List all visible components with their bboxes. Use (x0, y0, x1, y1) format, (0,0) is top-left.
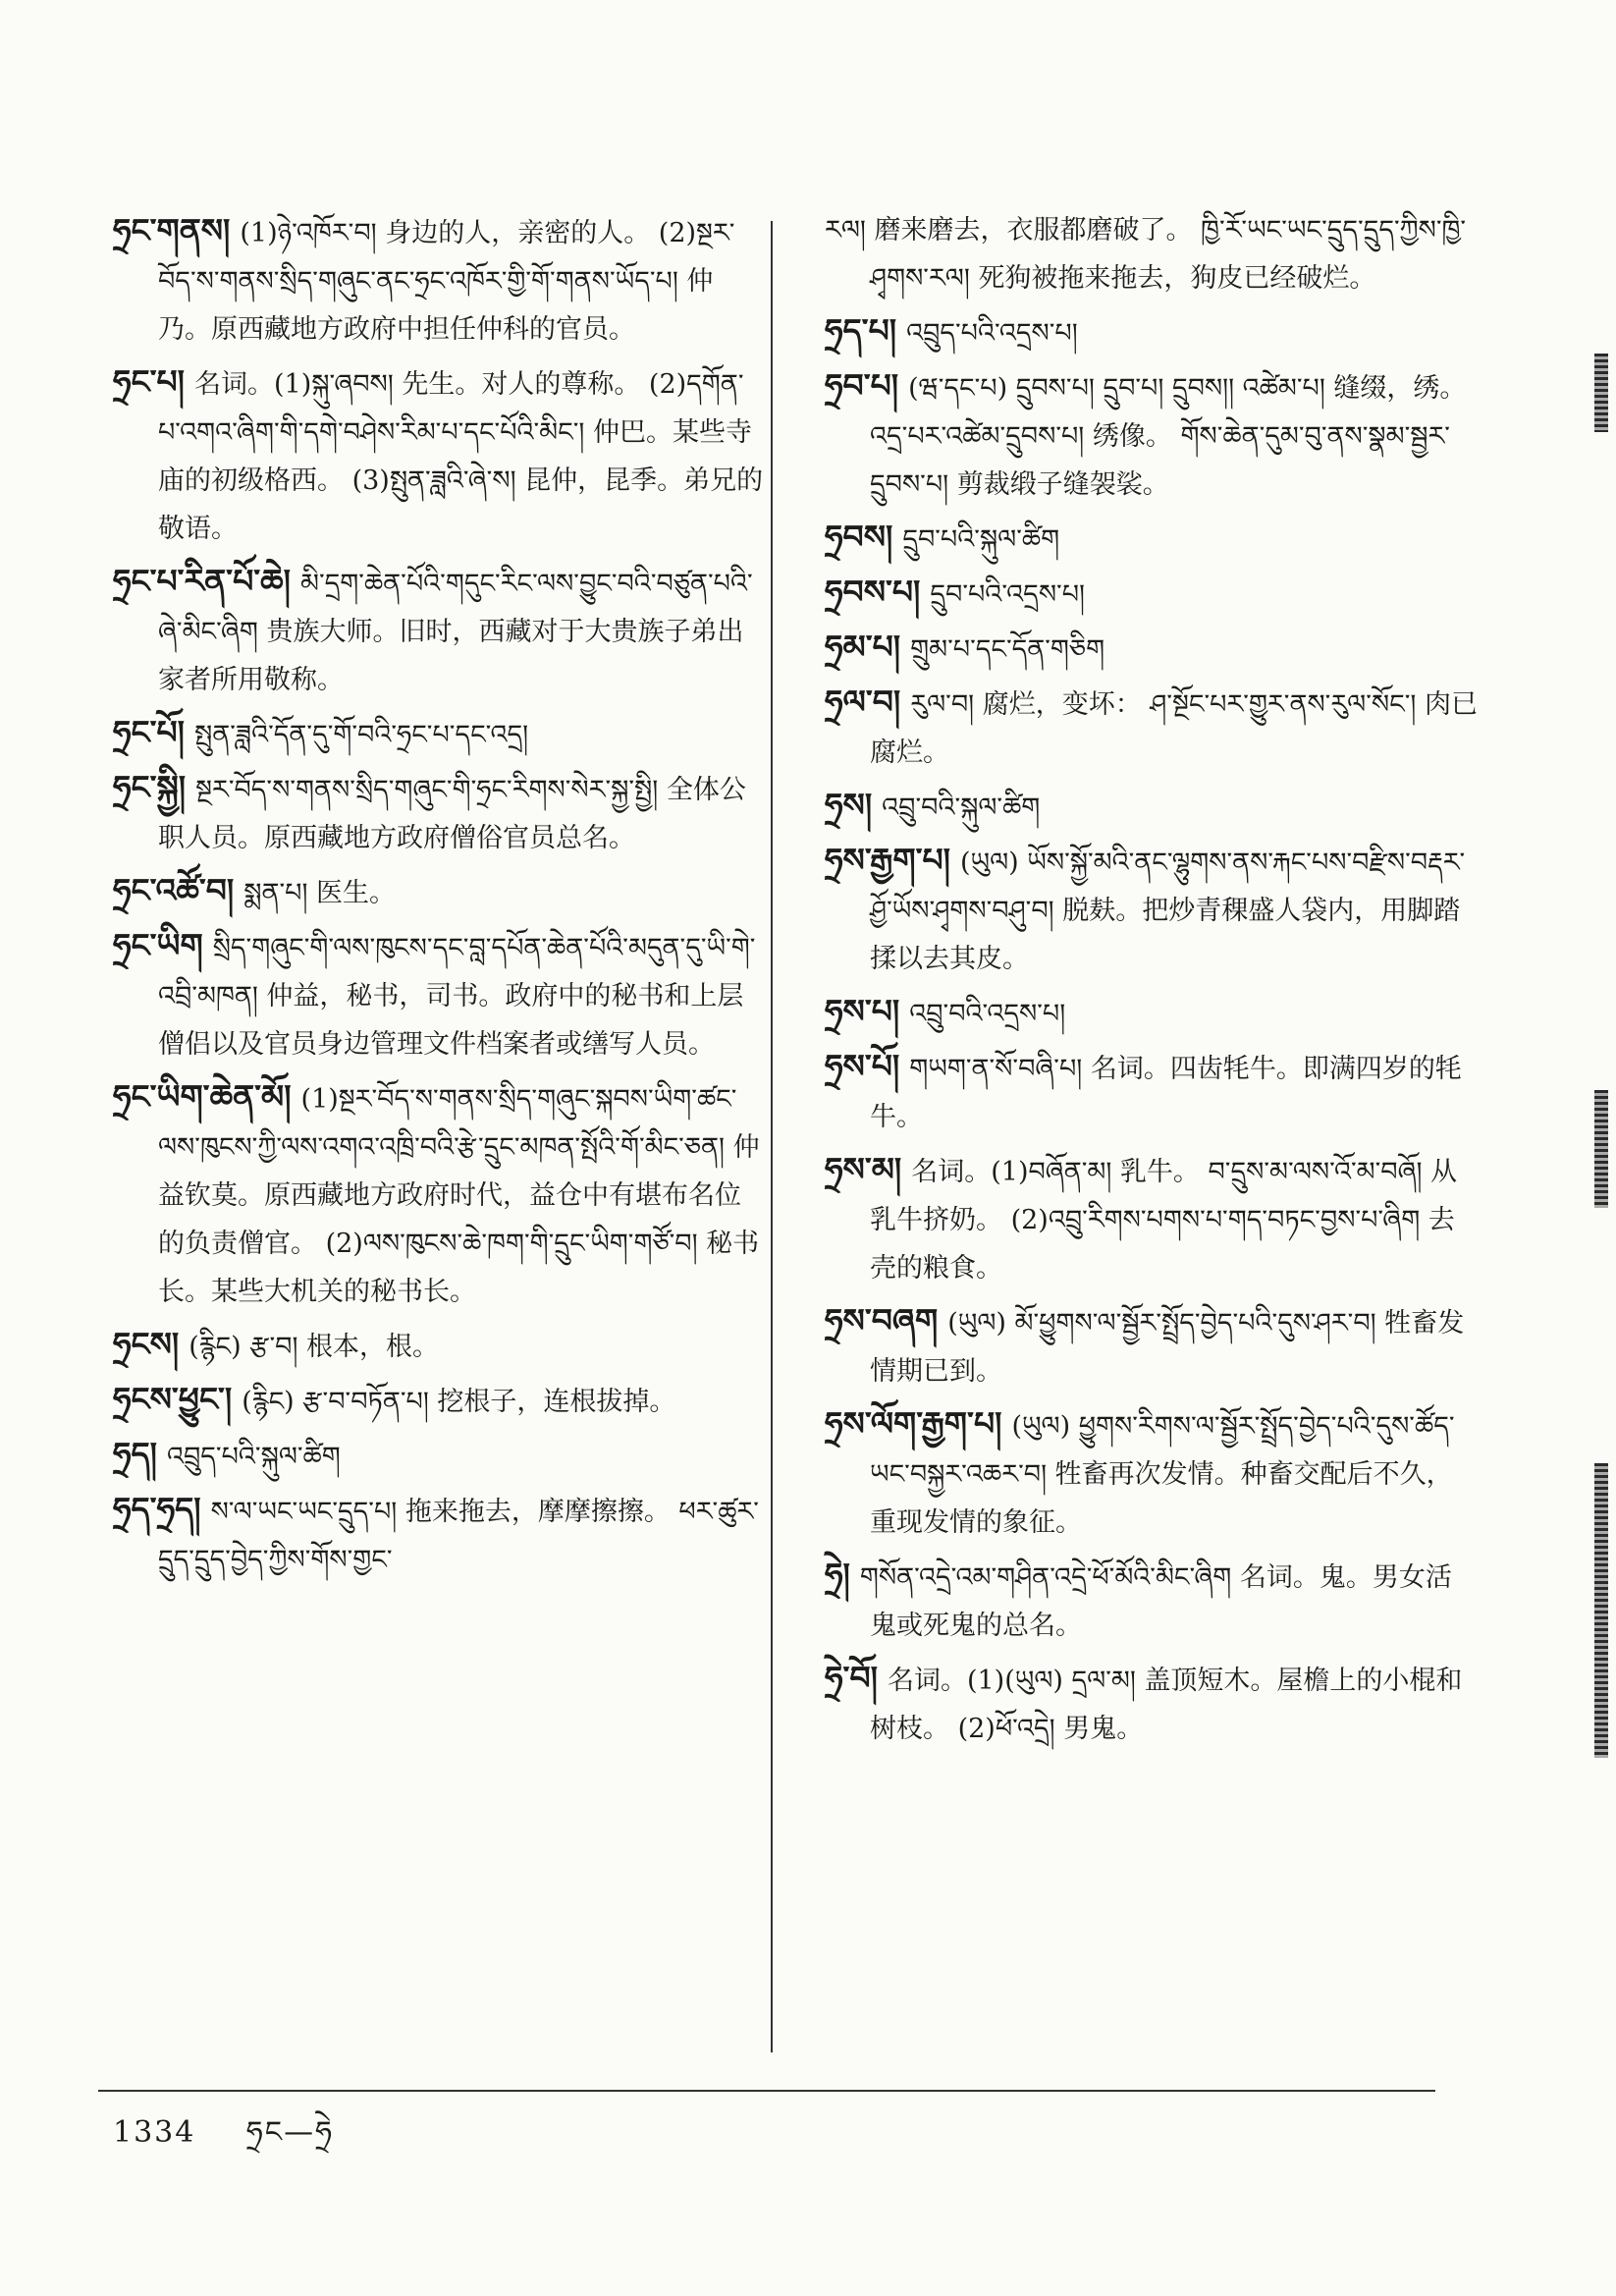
scan-edge (1589, 354, 1616, 1827)
dictionary-entry (825, 781, 1478, 832)
dictionary-entry (113, 1072, 766, 1316)
entry-definition: (ཡུལ) མོ་ཕྱུགས་ལ་སྦྱོར་སྤྲོད་བྱེད་པའི་དུས་ཤར་བ། 牲畜发情期已到。 (870, 1308, 1465, 1387)
dictionary-entry (825, 987, 1478, 1038)
dictionary-entry (825, 623, 1478, 674)
entry-definition: རལ། 磨来磨去，衣服都磨破了。 ཁྱི་རོ་ཡང་ཡང་དྲུད་དྲུད་ཀྱིས་ཁྱི་ཤྭགས་རལ། 死狗被拖来拖去，狗皮已经破烂。 (825, 215, 1467, 294)
entry-definition: དྲུབ་པའི་སྐུལ་ཚིག (902, 524, 1060, 555)
right-column (825, 206, 1478, 1757)
entry-definition: (ཡུལ) ཡོས་སྐྱོ་མའི་ནང་ལྷུགས་ནས་རྐང་པས་བརྫིས་བརྡར་ཤྱོ་ཡོས་ཤྭགས་བཤུ་བ། 脱麸。把炒青稞盛人袋内，用脚踏揉以去其皮。 (870, 847, 1466, 974)
entry-headword: ཧྲད་ཧྲད། (113, 1490, 201, 1528)
entry-definition: དྲུབ་པའི་འདྲས་པ། (930, 579, 1086, 610)
entry-headword: ཧྲང་གནས། (113, 211, 231, 249)
page-range: ཧྲང—ཧྲེ (245, 2115, 334, 2150)
entry-headword: ཧྲེ་བོ། (825, 1659, 878, 1697)
entry-headword: ཧྲས་མ། (825, 1150, 902, 1188)
entry-headword: ཧྲས། (825, 786, 873, 824)
entry-headword: ཧྲད། (113, 1435, 157, 1473)
entry-definition: གསོན་འདྲེ་འམ་གཤིན་འདྲེ་ཕོ་མོའི་མིང་ཞིག 名词。鬼。男女活鬼或死鬼的总名。 (859, 1562, 1452, 1641)
entry-headword: ཧྲང་སྐྱི། (113, 768, 187, 806)
dictionary-entry (113, 1375, 766, 1426)
entry-headword: ཧྲས་རྒྱག་པ། (825, 841, 950, 879)
dictionary-entry (825, 206, 1478, 302)
edge-band (1594, 1090, 1608, 1208)
dictionary-entry (113, 1320, 766, 1371)
entry-headword: ཧྲང་པ། (113, 362, 185, 401)
entry-definition: (1)ཉེ་འཁོར་བ། 身边的人，亲密的人。 (2)སྔར་བོད་ས་གནས་སྲིད་གཞུང་ནང་ཧྲང་འཁོར་གྱི་གོ་གནས་ཡོད་པ། 仲乃。原西藏地方政府中担任仲科的官员。 (158, 218, 735, 345)
dictionary-entry (825, 1551, 1478, 1650)
entry-definition: (ཝ་དང་པ) དྲུབས་པ། དྲུབ་པ། དྲུབས།། འཚེམ་པ། 缝缀，绣。 འདྲ་པར་འཚེམ་དྲུབས་པ། 绣像。 གོས་ཆེན་དུམ་བུ་ནས་སྣམ་སྦྱར་དྲུབས་པ། 剪裁缎子缝袈裟。 (870, 373, 1467, 500)
entry-definition: ས་ལ་ཡང་ཡང་དྲུད་པ། 拖来拖去，摩摩擦擦。 ཕར་ཚུར་དྲུད་དྲུད་བྱེད་ཀྱིས་གོས་གྱང་ (158, 1497, 759, 1575)
entry-headword: ཧྲབ་པ། (825, 366, 899, 405)
dictionary-entry (825, 836, 1478, 983)
entry-headword: ཧྲས་པ། (825, 992, 900, 1030)
entry-definition: 名词。(1)བཞོན་མ། 乳牛。 བ་དྲུས་མ་ལས་འོ་མ་བཞོ། 从乳牛挤奶。 (2)འབྲུ་རིགས་པགས་པ་གད་བཏང་བྱས་པ་ཞིག 去壳的粮食。 (870, 1157, 1458, 1284)
dictionary-entry (113, 866, 766, 917)
entry-definition: 名词。(1)སྐུ་ཞབས། 先生。对人的尊称。 (2)དགོན་པ་འགའ་ཞིག་གི་དགེ་བཤེས་རིམ་པ་དང་པོའི་མིང་། 仲巴。某些寺庙的初级格西。 (3)སྤུན་ཟླའི་ཞེ་ས། 昆仲，昆季。弟兄的敬语。 (158, 369, 764, 544)
dictionary-entry (113, 1485, 766, 1584)
dictionary-entry (113, 763, 766, 862)
entry-definition: སྲིད་གཞུང་གི་ལས་ཁུངས་དང་བླ་དཔོན་ཆེན་པོའི་མདུན་དུ་ཡི་གེ་འབྲི་མཁན། 仲益，秘书，司书。政府中的秘书和上层僧侣以及官员身边管理文件档案者或缮写人员。 (158, 933, 756, 1060)
entry-headword: ཧྲང་པ་རིན་པོ་ཆེ། (113, 562, 292, 600)
dictionary-entry (113, 708, 766, 759)
entry-headword: ཧྲངས་ཕྱུང་། (113, 1380, 233, 1418)
left-column (113, 206, 766, 1588)
edge-band (1594, 1463, 1608, 1758)
dictionary-entry (825, 1042, 1478, 1141)
dictionary-entry (825, 1296, 1478, 1395)
dictionary-entry (825, 678, 1478, 777)
column-divider (771, 221, 773, 2052)
entry-definition: (ཡུལ) ཕྱུགས་རིགས་ལ་སྦྱོར་སྤྲོད་བྱེད་པའི་དུས་ཚོད་ཡང་བསྐྱར་འཆར་བ། 牲畜再次发情。种畜交配后不久，重现发情的象征。 (870, 1411, 1455, 1538)
entry-headword: ཧྲབས་པ། (825, 573, 921, 611)
entry-headword: ཧྲས་བཞག (825, 1301, 939, 1339)
entry-definition: གཡག་ན་སོ་བཞི་པ། 名词。四齿牦牛。即满四岁的牦牛。 (870, 1054, 1462, 1132)
entry-headword: ཧྲབས། (825, 518, 893, 556)
entry-definition: འབྲུ་བའི་འདྲས་པ། (909, 999, 1066, 1029)
dictionary-entry (113, 1430, 766, 1481)
page-footer (113, 2100, 334, 2182)
entry-headword: ཧྲལ་བ། (825, 683, 901, 721)
entry-definition: (རྙིང) རྩ་བ། 根本，根。 (189, 1332, 440, 1362)
entry-headword: ཧྲང་ཡིག་ཆེན་མོ། (113, 1077, 292, 1116)
entry-definition: འབྲུད་པའི་འདྲས་པ། (906, 318, 1078, 349)
entry-definition: སྨན་པ། 医生。 (243, 878, 397, 908)
dictionary-entry (113, 206, 766, 354)
dictionary-entry (113, 357, 766, 553)
entry-headword: ཧྲང་འཚོ་བ། (113, 871, 235, 909)
dictionary-entry (825, 568, 1478, 619)
dictionary-entry (825, 306, 1478, 357)
entry-definition: (རྙིང) རྩ་བ་བཏོན་པ། 挖根子，连根拔掉。 (242, 1387, 676, 1417)
dictionary-entry (825, 1654, 1478, 1753)
dictionary-entry (825, 513, 1478, 564)
dictionary-entry (113, 921, 766, 1068)
entry-headword: ཧྲངས། (113, 1325, 180, 1363)
edge-band (1594, 354, 1608, 432)
entry-headword: ཧྲང་པོ། (113, 713, 185, 751)
footer-rule (98, 2090, 1435, 2092)
page-number: 1334 (113, 2115, 196, 2150)
dictionary-entry (825, 1145, 1478, 1292)
entry-definition: མི་དྲག་ཆེན་པོའི་གདུང་རིང་ལས་བྱུང་བའི་བཙུན་པའི་ཞེ་མིང་ཞིག 贵族大师。旧时，西藏对于大贵族子弟出家者所用敬称。 (158, 569, 753, 695)
entry-definition: འབྲུ་བའི་སྐུལ་ཚིག (882, 793, 1041, 823)
entry-definition: 名词。(1)(ཡུལ) དྲལ་མ། 盖顶短木。屋檐上的小棍和树枝。 (2)ཕོ་འདྲེ། 男鬼。 (870, 1666, 1463, 1744)
entry-definition: སྔར་བོད་ས་གནས་སྲིད་གཞུང་གི་ཧྲང་རིགས་སེར་སྐྱ་སྤྱི། 全体公职人员。原西藏地方政府僧俗官员总名。 (158, 775, 746, 853)
entry-definition: སྤུན་ཟླའི་དོན་དུ་གོ་བའི་ཧྲང་པ་དང་འདྲ། (194, 720, 529, 750)
entry-definition: གྲུམ་པ་དང་དོན་གཅིག (910, 634, 1105, 665)
entry-definition: རུལ་བ། 腐烂，变坏： ཤ་སྔོང་པར་གྱུར་ནས་རུལ་སོང་། 肉已腐烂。 (870, 689, 1478, 768)
entry-headword: ཧྲམ་པ། (825, 628, 901, 666)
entry-headword: ཧྲད་པ། (825, 311, 897, 350)
dictionary-entry (113, 557, 766, 704)
entry-definition: འབྲུད་པའི་སྐུལ་ཚིག (166, 1442, 341, 1472)
entry-headword: ཧྲང་ཡིག (113, 926, 203, 964)
entry-definition: (1)སྔར་བོད་ས་གནས་སྲིད་གཞུང་སྐབས་ཡིག་ཚང་ལས་ཁུངས་ཀྱི་ལས་འགའ་འཁྲི་བའི་རྩེ་དྲུང་མཁན་སྤོའི་གོ་མིང་ཅན། 仲益钦莫。原西藏地方政府时代，益仓中有堪布名位的负责僧官。 (2)ལས་ཁུངས་ཆེ་ཁག་གི་དྲུང་ཡིག་གཙོ་བ། 秘书长。某些大机关的秘书长。 (158, 1084, 760, 1307)
entry-headword: ཧྲས་ལོག་རྒྱག་པ། (825, 1404, 1002, 1443)
dictionary-entry (825, 1399, 1478, 1547)
entry-headword: ཧྲས་པོ། (825, 1047, 900, 1085)
dictionary-entry (825, 361, 1478, 509)
entry-headword: ཧྲེ། (825, 1556, 850, 1594)
